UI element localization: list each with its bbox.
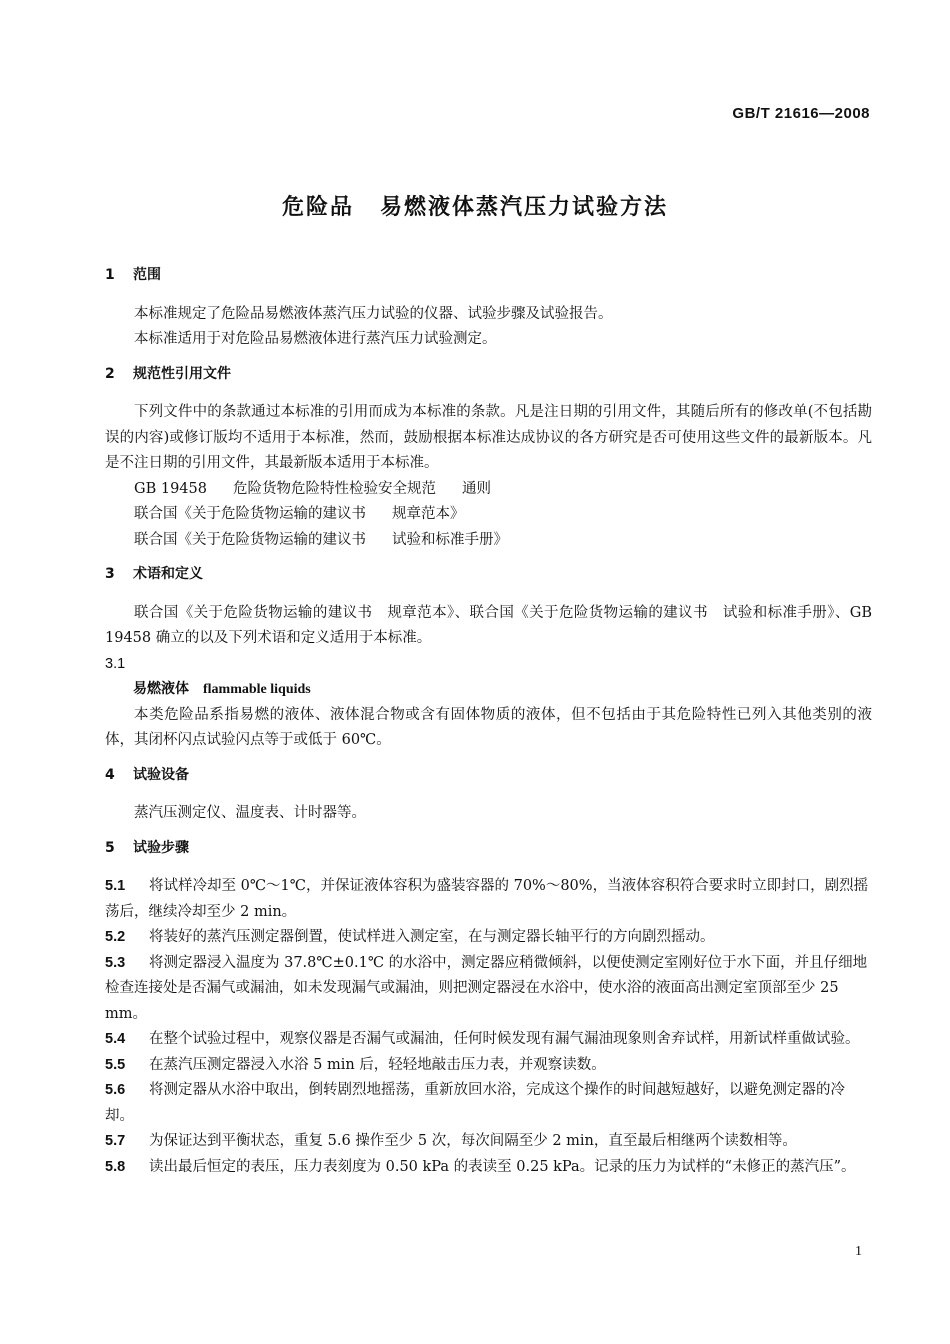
section-1-para-2: 本标准适用于对危险品易燃液体进行蒸汽压力试验测定。 [134,331,497,347]
standard-number: GB/T 21616—2008 [732,105,870,122]
step-item: 5.1 将试样冷却至 0℃～1℃，并保证液体容积为盛装容器的 70%～80%，当液体容积符合要求时立即封口，剧烈摇荡后，继续冷却至少 2 min。 [105,878,869,920]
reference-item: 联合国《关于危险货物运输的建议书 试验和标准手册》 [134,531,508,548]
reference-item: GB 19458 危险货物危险特性检验安全规范 通则 [134,480,491,497]
step-item: 5.7 为保证达到平衡状态，重复 5.6 操作至少 5 次，每次间隔至少 2 min，直至最后相继两个读数相等。 [105,1133,797,1149]
section-3-heading: 3 术语和定义 [105,566,203,582]
step-item: 5.8 读出最后恒定的表压，压力表刻度为 0.50 kPa 的表读至 0.25 kPa。记录的压力为试样的“未修正的蒸汽压”。 [105,1158,856,1175]
section-1-heading: 1 范围 [105,267,161,283]
term-definition: 本类危险品系指易燃的液体、液体混合物或含有固体物质的液体，但不包括由于其危险特性已列入其他类别的液体，其闭杯闪点试验闪点等于或低于 60℃。 [105,706,872,748]
section-4-heading: 4 试验设备 [105,766,189,783]
step-item: 5.3 将测定器浸入温度为 37.8℃±0.1℃ 的水浴中，测定器应稍微倾斜，以便使测定室刚好位于水下面，并且仔细地检查连接处是否漏气或漏油，如未发现漏气或漏油，则把测定器浸在水浴中，使水浴的液面高出测定室顶部至少 25 mm。 [105,954,868,1022]
step-item: 5.4 在整个试验过程中，观察仪器是否漏气或漏油，任何时候发现有漏气漏油现象则舍弃试样，用新试样重做试验。 [105,1031,860,1047]
document-title [0,190,950,221]
title-part1: 危险品 [281,195,354,220]
section-3-intro: 联合国《关于危险货物运输的建议书 规章范本》、联合国《关于危险货物运输的建议书 试验和标准手册》、GB 19458 确立的以及下列术语和定义适用于本标准。 [105,604,872,646]
section-2-heading: 2 规范性引用文件 [105,365,231,382]
reference-item: 联合国《关于危险货物运输的建议书 规章范本》 [134,506,465,522]
step-item: 5.2 将装好的蒸汽压测定器倒置，使试样进入测定室，在与测定器长轴平行的方向剧烈摇动。 [105,929,715,945]
page-number: 1 [855,1244,862,1259]
step-item: 5.5 在蒸汽压测定器浸入水浴 5 min 后，轻轻地敲击压力表，并观察读数。 [105,1056,606,1073]
term-heading: 易燃液体 flammable liquids [133,681,311,697]
section-1-para-1: 本标准规定了危险品易燃液体蒸汽压力试验的仪器、试验步骤及试验报告。 [134,305,613,322]
document-body [105,263,872,1180]
section-4-text: 蒸汽压测定仪、温度表、计时器等。 [134,805,366,821]
section-2-intro: 下列文件中的条款通过本标准的引用而成为本标准的条款。凡是注日期的引用文件，其随后所有的修改单(不包括勘误的内容)或修订版均不适用于本标准，然而，鼓励根据本标准达成协议的各方研究是否可使用这些文件的最新版本。凡是不注日期的引用文件，其最新版本适用于本标准。 [105,404,872,471]
clause-3-1-number: 3.1 [105,655,126,672]
title-part2: 易燃液体蒸汽压力试验方法 [380,195,669,220]
section-5-heading: 5 试验步骤 [105,839,189,856]
step-item: 5.6 将测定器从水浴中取出，倒转剧烈地摇荡，重新放回水浴，完成这个操作的时间越短越好，以避免测定器的冷却。 [105,1082,845,1124]
